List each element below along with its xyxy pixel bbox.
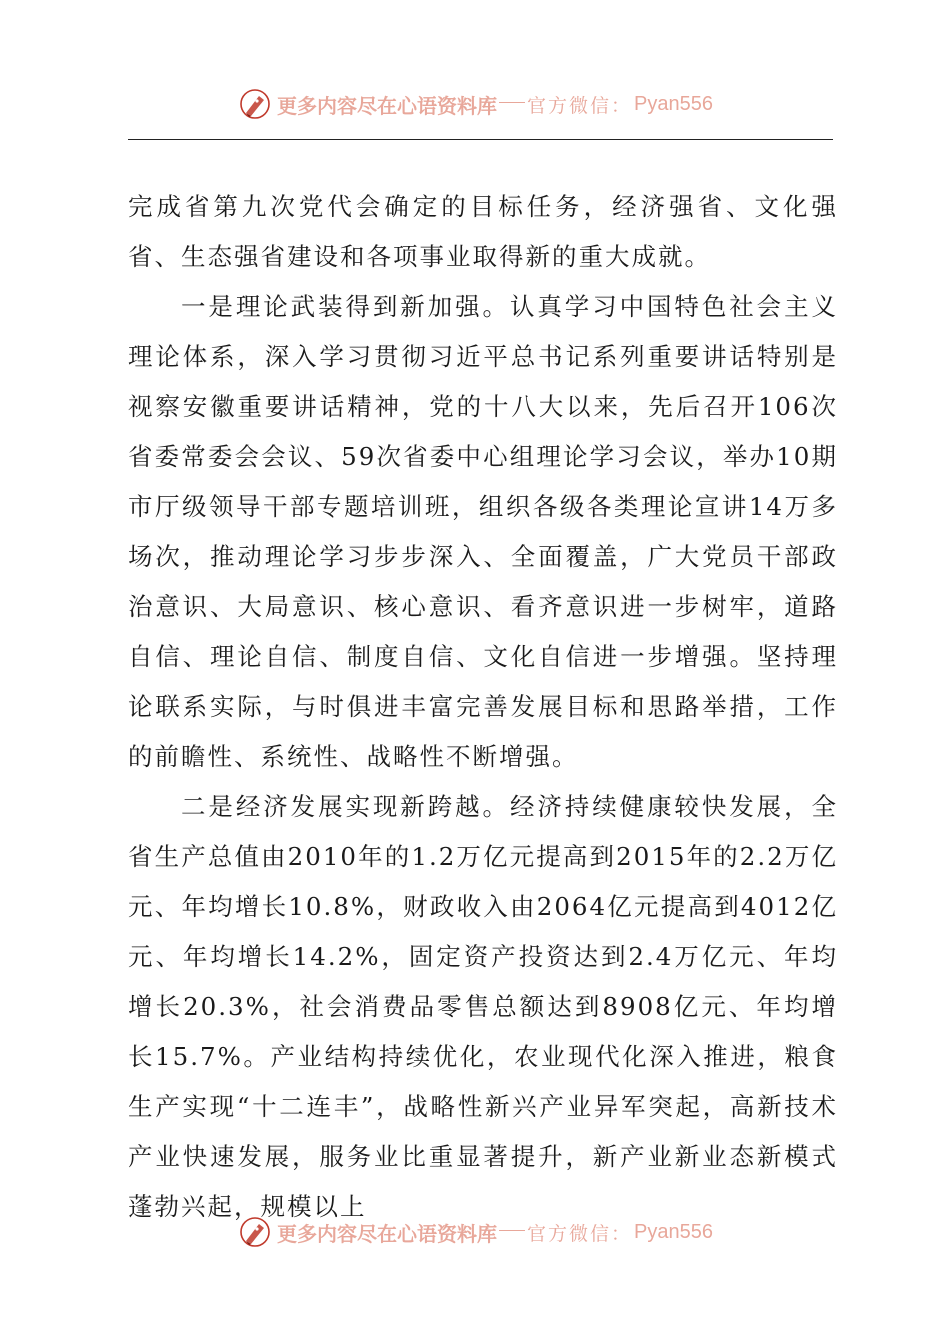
- watermark-dash: [499, 102, 525, 103]
- document-body: [128, 182, 838, 1232]
- watermark-label: 官方微信：: [527, 94, 633, 117]
- header-rule: [128, 139, 833, 140]
- paragraph-continuation: 完成省第九次党代会确定的目标任务，经济强省、文化强省、生态强省建设和各项事业取得新的重大成就。: [128, 192, 838, 271]
- header-watermark: [0, 84, 950, 124]
- watermark-handle: Pyan556: [634, 92, 713, 115]
- pen-nib-logo-icon: [237, 86, 273, 122]
- watermark-brand: 更多内容尽在心语资料库: [277, 93, 497, 118]
- pen-nib-logo-icon: [237, 1214, 273, 1250]
- watermark-brand: 更多内容尽在心语资料库: [277, 1221, 497, 1246]
- watermark-dash: [499, 1230, 525, 1231]
- watermark-label: 官方微信：: [527, 1222, 633, 1245]
- paragraph-theory: 一是理论武装得到新加强。认真学习中国特色社会主义理论体系，深入学习贯彻习近平总书记系列重要讲话特别是视察安徽重要讲话精神，党的十八大以来，先后召开106次省委常委会会议、59次省委中心组理论学习会议，举办10期市厅级领导干部专题培训班，组织各级各类理论宣讲14万多场次，推动理论学习步步深入、全面覆盖，广大党员干部政治意识、大局意识、核心意识、看齐意识进一步树牢，道路自信、理论自信、制度自信、文化自信进一步增强。坚持理论联系实际，与时俱进丰富完善发展目标和思路举措，工作的前瞻性、系统性、战略性不断增强。: [128, 292, 838, 771]
- footer-watermark: [0, 1212, 950, 1252]
- paragraph-economy: 二是经济发展实现新跨越。经济持续健康较快发展，全省生产总值由2010年的1.2万亿元提高到2015年的2.2万亿元、年均增长10.8%，财政收入由2064亿元提高到4012亿元、年均增长14.2%，固定资产投资达到2.4万亿元、年均增长20.3%，社会消费品零售总额达到8908亿元、年均增长15.7%。产业结构持续优化，农业现代化深入推进，粮食生产实现“十二连丰”，战略性新兴产业异军突起，高新技术产业快速发展，服务业比重显著提升，新产业新业态新模式蓬勃兴起，规模以上: [128, 792, 838, 1221]
- watermark-handle: Pyan556: [634, 1220, 713, 1243]
